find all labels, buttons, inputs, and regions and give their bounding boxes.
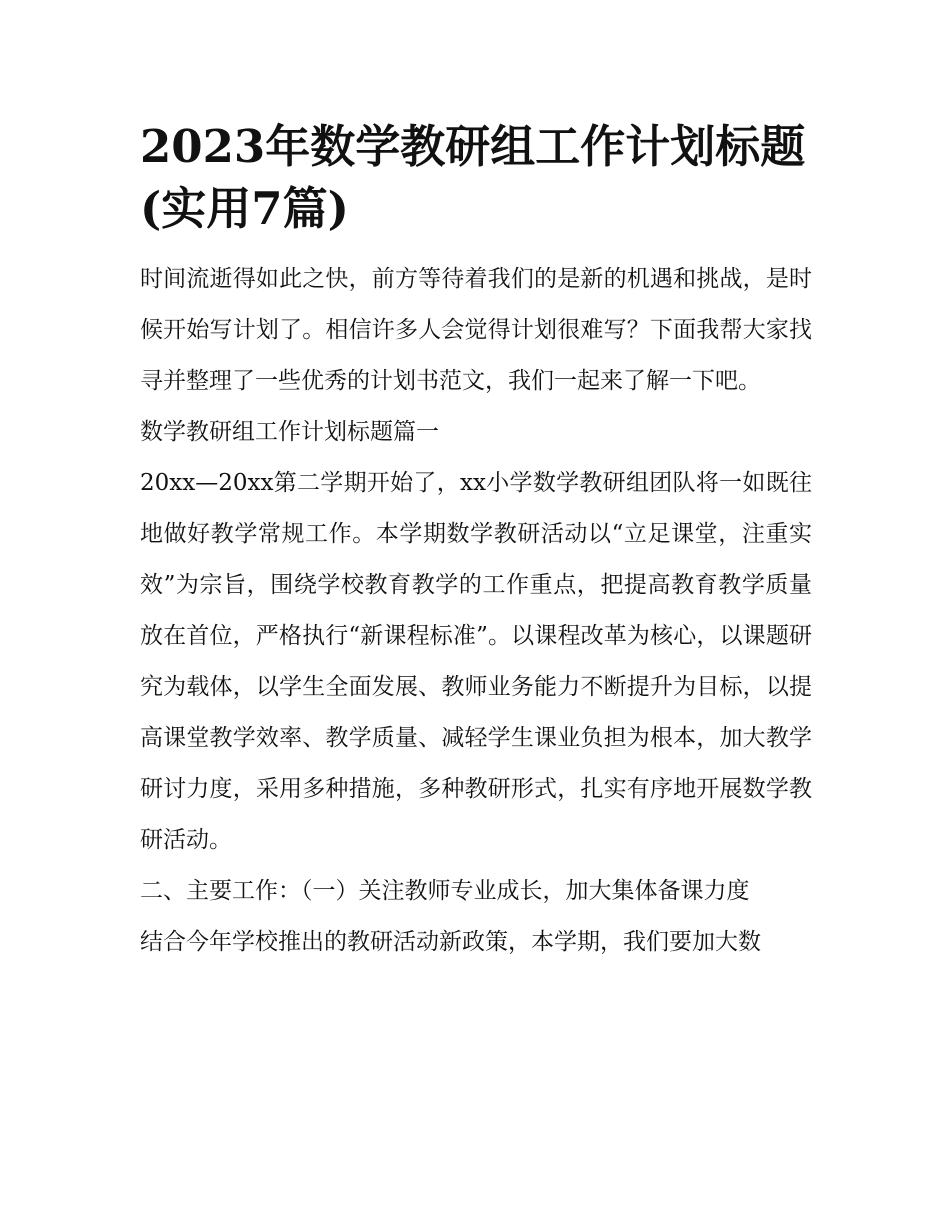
- body-paragraph-3: 结合今年学校推出的教研活动新政策，本学期，我们要加大数: [140, 929, 761, 955]
- body-paragraph-2: 二、主要工作：（一）关注教师专业成长，加大集体备课力度: [140, 878, 750, 904]
- document-title: 2023年数学教研组工作计划标题(实用7篇): [140, 120, 806, 235]
- intro-paragraph: 时间流逝得如此之快，前方等待着我们的是新的机遇和挑战，是时候开始写计划了。相信许多人会觉得计划很难写？下面我帮大家找寻并整理了一些优秀的计划书范文，我们一起来了解一下吧。: [140, 266, 812, 394]
- section-heading: 数学教研组工作计划标题篇一: [140, 419, 439, 445]
- body-paragraph-1: 20xx—20xx第二学期开始了，xx小学数学教研组团队将一如既往地做好教学常规工作。本学期数学教研活动以“立足课堂，注重实效”为宗旨，围绕学校教育教学的工作重点，把提高教育教学质量放在首位，严格执行“新课程标准”。以课程改革为核心，以课题研究为载体，以学生全面发展、教师业务能力不断提升为目标，以提高课堂教学效率、教学质量、减轻学生课业负担为根本，加大教学研讨力度，采用多种措施，多种教研形式，扎实有序地开展数学教研活动。: [140, 470, 812, 853]
- document-body: [140, 116, 812, 968]
